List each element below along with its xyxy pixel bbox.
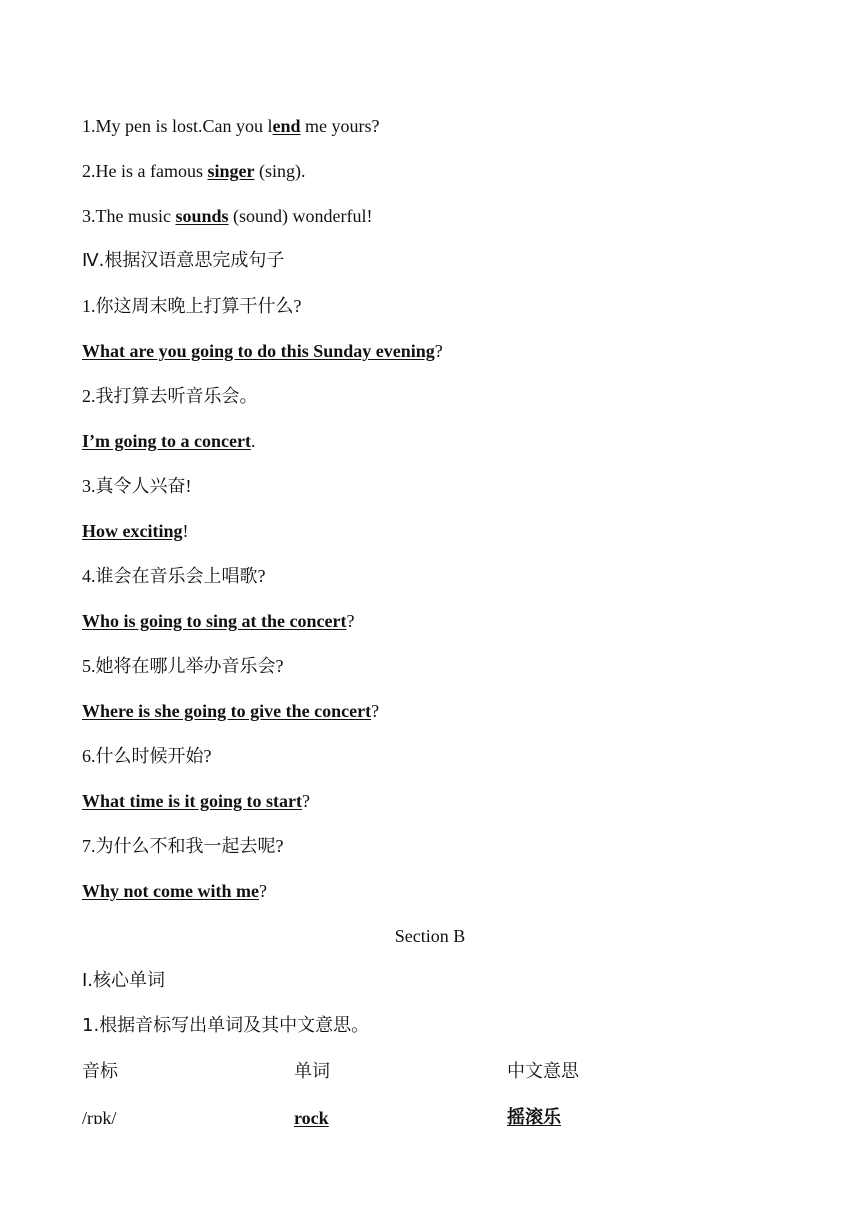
prompt-number: 1. [82, 296, 96, 316]
answer-text: Who is going to sing at the concert [82, 611, 347, 631]
prompt-punct: ? [203, 746, 212, 766]
answer-text: What are you going to do this Sunday evening [82, 341, 435, 361]
prompt-number: 2. [82, 386, 96, 406]
answer-punct: ? [434, 341, 443, 361]
translate-prompt-7 [82, 834, 284, 859]
answer-punct: ? [258, 881, 267, 901]
prompt-number: 7. [82, 836, 96, 856]
fill-item-text: (sound) wonderful! [228, 206, 373, 226]
translate-answer-5 [82, 699, 379, 723]
fill-item-1 [82, 114, 380, 138]
translate-answer-4 [82, 609, 355, 633]
translate-prompt-6 [82, 744, 212, 769]
fill-item-text: 1.My pen is lost.Can you l [82, 116, 273, 136]
prompt-chinese: 真令人兴奋 [95, 476, 186, 497]
fill-item-text: 2.He is a famous [82, 161, 208, 181]
translate-prompt-2 [82, 384, 258, 409]
translate-prompt-5 [82, 654, 284, 679]
fill-item-text: (sing). [254, 161, 306, 181]
prompt-number: 6. [82, 746, 96, 766]
prompt-number: 5. [82, 656, 96, 676]
answer-punct: ? [346, 611, 355, 631]
table-header-meaning: 中文意思 [507, 1061, 579, 1082]
instruction-text: 1.根据音标写出单词及其中文意思。 [82, 1015, 370, 1036]
translate-answer-7 [82, 879, 267, 903]
section-heading: Ⅰ.核心单词 [82, 970, 166, 991]
table-cell-phonetic: /rɒk/ [82, 1108, 117, 1128]
prompt-number: 4. [82, 566, 96, 586]
answer-punct: ? [371, 701, 380, 721]
translate-prompt-1 [82, 294, 302, 319]
table-header-word: 单词 [294, 1061, 330, 1082]
prompt-punct: ! [185, 476, 192, 496]
prompt-punct: ? [275, 656, 284, 676]
table-cell-word: rock [294, 1108, 329, 1128]
table-header-phonetic: 音标 [82, 1061, 118, 1082]
answer-punct: ! [182, 521, 189, 541]
fill-item-answer: end [272, 116, 301, 136]
translate-answer-1 [82, 339, 443, 363]
fill-item-2 [82, 159, 305, 183]
table-cell-meaning: 摇滚乐 [507, 1107, 561, 1128]
fill-item-answer: singer [207, 161, 255, 181]
answer-text: What time is it going to start [82, 791, 302, 811]
fill-item-3 [82, 204, 373, 228]
fill-item-text: 3.The music [82, 206, 176, 226]
prompt-chinese: 我打算去听音乐会。 [95, 386, 258, 407]
prompt-punct: ? [275, 836, 284, 856]
answer-text: I’m going to a concert [82, 431, 251, 451]
prompt-chinese: 为什么不和我一起去呢 [95, 836, 276, 857]
section-heading: Ⅳ.根据汉语意思完成句子 [82, 250, 285, 271]
answer-punct: ? [301, 791, 310, 811]
translate-prompt-4 [82, 564, 266, 589]
fill-item-text: me yours? [300, 116, 380, 136]
prompt-chinese: 你这周末晚上打算干什么 [95, 296, 294, 317]
answer-punct: . [250, 431, 256, 451]
prompt-chinese: 什么时候开始 [95, 746, 204, 767]
prompt-chinese: 她将在哪儿举办音乐会 [95, 656, 276, 677]
translate-answer-6 [82, 789, 310, 813]
answer-text: Why not come with me [82, 881, 259, 901]
answer-text: How exciting [82, 521, 183, 541]
fill-item-answer: sounds [175, 206, 229, 226]
prompt-chinese: 谁会在音乐会上唱歌 [95, 566, 258, 587]
prompt-punct: ? [257, 566, 266, 586]
translate-answer-3 [82, 519, 189, 543]
prompt-punct: ? [293, 296, 302, 316]
section-b-title: Section B [394, 926, 466, 946]
prompt-number: 3. [82, 476, 96, 496]
answer-text: Where is she going to give the concert [82, 701, 372, 721]
translate-prompt-3 [82, 474, 192, 499]
translate-answer-2 [82, 429, 255, 453]
